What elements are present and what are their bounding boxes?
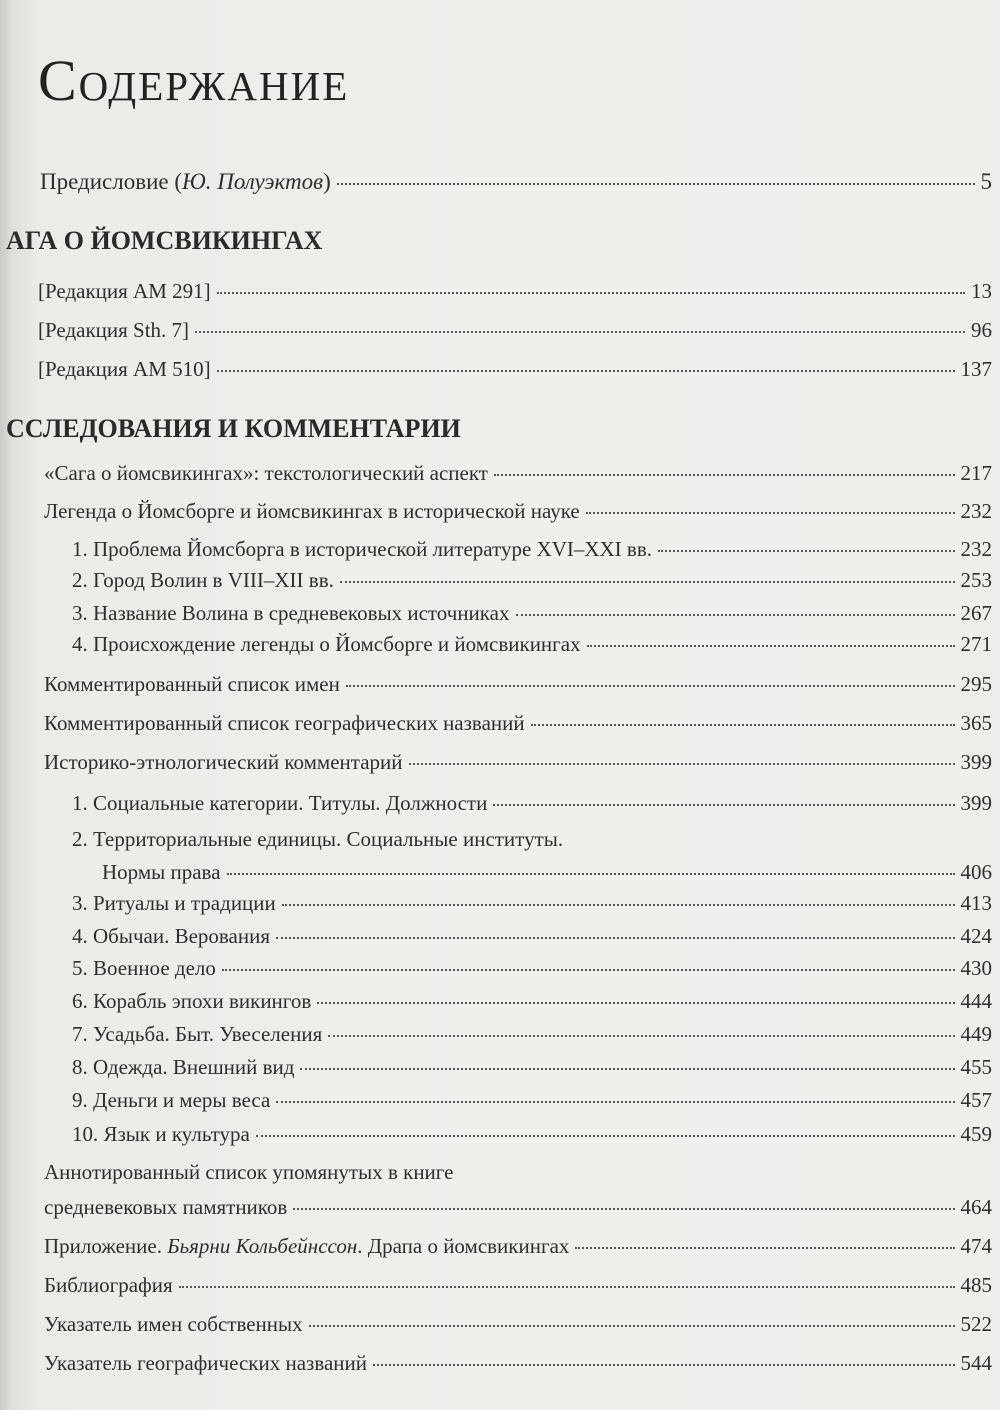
- toc-page: 413: [960, 891, 992, 915]
- toc-entry[interactable]: [44, 674, 992, 695]
- toc-entry[interactable]: [72, 991, 992, 1012]
- toc-label: Предисловие (Ю. Полуэктов): [40, 169, 331, 194]
- toc-page: 365: [960, 711, 992, 735]
- toc-entry[interactable]: [38, 359, 992, 380]
- toc-page: 232: [960, 537, 992, 561]
- toc-page: 267: [960, 601, 992, 625]
- toc-label: [Редакция AM 510]: [38, 357, 211, 381]
- toc-label: Указатель географических названий: [44, 1351, 367, 1375]
- leader-dots: [337, 183, 975, 185]
- toc-entry[interactable]: [44, 1275, 992, 1296]
- toc-label: средневековых памятников: [44, 1195, 288, 1219]
- toc-entry[interactable]: [72, 926, 992, 947]
- toc-page: 232: [960, 499, 992, 523]
- leader-dots: [587, 645, 955, 647]
- toc-label: 4. Происхождение легенды о Йомсборге и йомсвикингах: [72, 632, 581, 656]
- toc-label: Легенда о Йомсборге и йомсвикингах в исторической науке: [44, 499, 580, 523]
- toc-label: Комментированный список географических названий: [44, 711, 525, 735]
- toc-page: 96: [971, 318, 992, 342]
- toc-entry[interactable]: [44, 1197, 992, 1218]
- leader-dots: [309, 1325, 955, 1327]
- leader-dots: [256, 1135, 955, 1137]
- toc-label: Приложение. Бьярни Кольбейнссон. Драпа о йомсвикингах: [44, 1234, 570, 1258]
- toc-entry[interactable]: [72, 1090, 992, 1111]
- leader-dots: [531, 724, 955, 726]
- toc-label: 5. Военное дело: [72, 956, 216, 980]
- toc-label: [Редакция AM 291]: [38, 279, 211, 303]
- toc-label: 1. Проблема Йомсборга в исторической литературе XVI–XXI вв.: [72, 537, 653, 561]
- toc-entry[interactable]: [72, 893, 992, 914]
- toc-page: 430: [960, 956, 992, 980]
- toc-entry[interactable]: [38, 320, 992, 341]
- leader-dots: [340, 581, 955, 583]
- leader-dots: [195, 331, 965, 333]
- toc-label: 1. Социальные категории. Титулы. Должности: [72, 791, 488, 815]
- toc-label: 10. Язык и культура: [72, 1122, 250, 1146]
- leader-dots: [217, 370, 955, 372]
- toc-page: 544: [960, 1351, 992, 1375]
- toc-entry[interactable]: [72, 1124, 992, 1145]
- toc-entry[interactable]: [72, 1057, 992, 1078]
- toc-label: Библиография: [44, 1273, 173, 1297]
- toc-entry[interactable]: [44, 752, 992, 773]
- toc-page: 253: [960, 568, 992, 592]
- toc-label: «Сага о йомсвикингах»: текстологический аспект: [44, 461, 488, 485]
- leader-dots: [373, 1364, 955, 1366]
- toc-label: 4. Обычаи. Верования: [72, 924, 271, 948]
- toc-entry[interactable]: [72, 539, 992, 560]
- toc-page: 522: [960, 1312, 992, 1336]
- toc-page: 271: [960, 632, 992, 656]
- toc-entry[interactable]: [72, 603, 992, 624]
- leader-dots: [276, 1101, 954, 1103]
- toc-page: 464: [960, 1195, 992, 1219]
- leader-dots: [317, 1002, 954, 1004]
- toc-label: 8. Одежда. Внешний вид: [72, 1055, 295, 1079]
- leader-dots: [493, 804, 954, 806]
- toc-label: Историко-этнологический комментарий: [44, 750, 403, 774]
- toc-page: 295: [960, 672, 992, 696]
- toc-entry[interactable]: [38, 281, 992, 302]
- toc-entry[interactable]: [72, 958, 992, 979]
- toc-entry[interactable]: [44, 463, 992, 484]
- toc-label-line: 2. Территориальные единицы. Социальные институты.: [72, 827, 564, 851]
- section-heading: АГА О ЙОМСВИКИНГАХ: [6, 226, 323, 255]
- toc-label: Комментированный список имен: [44, 672, 340, 696]
- toc-page: 424: [960, 924, 992, 948]
- toc-entry[interactable]: [102, 862, 992, 883]
- toc-page: 406: [960, 860, 992, 884]
- toc-entry[interactable]: [44, 1353, 992, 1374]
- page-title: Содержание: [38, 48, 350, 113]
- leader-dots: [586, 512, 955, 514]
- toc-entry[interactable]: [72, 793, 992, 814]
- leader-dots: [217, 292, 965, 294]
- leader-dots: [575, 1247, 954, 1249]
- leader-dots: [300, 1068, 954, 1070]
- toc-label: 2. Город Волин в VIII–XII вв.: [72, 568, 334, 592]
- leader-dots: [494, 474, 955, 476]
- leader-dots: [409, 763, 955, 765]
- toc-label: 9. Деньги и меры веса: [72, 1088, 271, 1112]
- toc-entry[interactable]: [44, 1314, 992, 1335]
- toc-entry-preface[interactable]: [40, 170, 992, 193]
- leader-dots: [658, 550, 954, 552]
- leader-dots: [293, 1208, 954, 1210]
- toc-entry[interactable]: [44, 713, 992, 734]
- toc-entry[interactable]: [72, 570, 992, 591]
- toc-entry[interactable]: [72, 1024, 992, 1045]
- leader-dots: [282, 904, 955, 906]
- toc-page: 399: [960, 750, 992, 774]
- toc-label: 7. Усадьба. Быт. Увеселения: [72, 1022, 323, 1046]
- toc-page: 5: [980, 169, 992, 194]
- toc-page: 485: [960, 1273, 992, 1297]
- toc-page: 474: [960, 1234, 992, 1258]
- toc-page: 137: [960, 357, 992, 381]
- toc-label: Указатель имен собственных: [44, 1312, 303, 1336]
- leader-dots: [227, 873, 955, 875]
- toc-page: 444: [960, 989, 992, 1013]
- toc-entry[interactable]: [44, 501, 992, 522]
- toc-label: Нормы права: [102, 860, 221, 884]
- toc-page: 13: [971, 279, 992, 303]
- toc-page: 399: [960, 791, 992, 815]
- toc-entry[interactable]: [72, 634, 992, 655]
- toc-page: 459: [960, 1122, 992, 1146]
- toc-label: 3. Ритуалы и традиции: [72, 891, 276, 915]
- toc-page: 455: [960, 1055, 992, 1079]
- toc-page: 217: [960, 461, 992, 485]
- toc-label: 3. Название Волина в средневековых источниках: [72, 601, 510, 625]
- toc-label: [Редакция Sth. 7]: [38, 318, 190, 342]
- toc-entry-appendix[interactable]: [44, 1236, 992, 1257]
- leader-dots: [222, 969, 955, 971]
- leader-dots: [328, 1035, 954, 1037]
- leader-dots: [516, 614, 955, 616]
- page-edge: [0, 0, 14, 1410]
- toc-label-line: Аннотированный список упомянутых в книге: [44, 1160, 454, 1184]
- toc-page: 457: [960, 1088, 992, 1112]
- section-heading: ССЛЕДОВАНИЯ И КОММЕНТАРИИ: [6, 414, 461, 443]
- leader-dots: [346, 685, 955, 687]
- leader-dots: [276, 937, 954, 939]
- toc-page: 449: [960, 1022, 992, 1046]
- toc-label: 6. Корабль эпохи викингов: [72, 989, 312, 1013]
- leader-dots: [179, 1286, 955, 1288]
